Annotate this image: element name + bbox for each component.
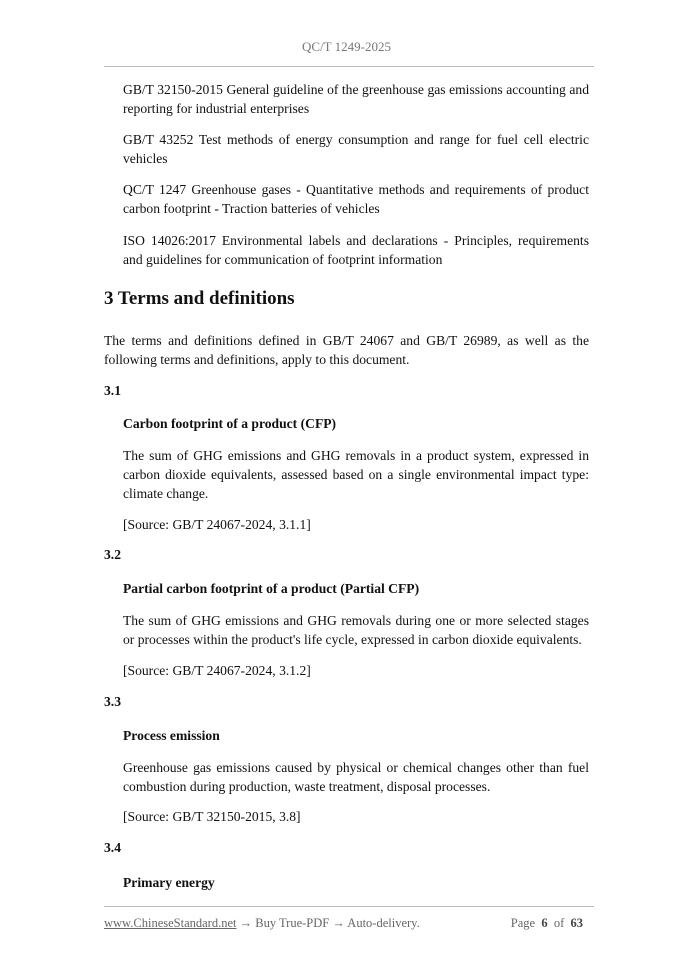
page-label: Page [510,916,536,930]
section-heading: 3 Terms and definitions [104,288,295,309]
header-divider [104,66,594,67]
reference-item: GB/T 43252 Test methods of energy consumption and range for fuel cell electric vehicles [123,132,589,166]
footer-divider [104,906,594,907]
reference-item: GB/T 32150-2015 General guideline of the greenhouse gas emissions accounting and reporting for industrial enterprises [123,82,589,116]
term-source: [Source: GB/T 24067-2024, 3.1.2] [123,663,311,678]
page-total: 63 [570,916,583,930]
page-indicator [511,916,583,931]
reference-item: QC/T 1247 Greenhouse gases - Quantitative methods and requirements of product carbon footprint - Traction batteries of vehicles [123,182,589,216]
of-label: of [553,916,565,930]
term-number: 3.2 [104,547,121,562]
page-number: 6 [541,916,548,930]
footer-text [104,916,420,931]
term-definition: Greenhouse gas emissions caused by physical or chemical changes other than fuel combustion during production, waste treatment, disposal processes. [123,760,589,794]
term-title: Primary energy [123,875,215,890]
term-definition: The sum of GHG emissions and GHG removals during one or more selected stages or processes within the product's life cycle, expressed in carbon dioxide equivalents. [123,613,589,647]
term-number: 3.1 [104,383,121,398]
term-number: 3.3 [104,694,121,709]
term-title: Process emission [123,728,220,743]
footer-tagline: → Buy True-PDF → Auto-delivery. [236,916,420,930]
section-intro: The terms and definitions defined in GB/T 24067 and GB/T 26989, as well as the following terms and definitions, apply to this document. [104,333,589,367]
website-link[interactable]: www.ChineseStandard.net [104,916,237,930]
term-source: [Source: GB/T 24067-2024, 3.1.1] [123,517,311,532]
reference-item: ISO 14026:2017 Environmental labels and declarations - Principles, requirements and guidelines for communication of footprint information [123,233,589,267]
term-number: 3.4 [104,840,121,855]
term-title: Partial carbon footprint of a product (Partial CFP) [123,581,420,596]
term-title: Carbon footprint of a product (CFP) [123,416,337,431]
term-source: [Source: GB/T 32150-2015, 3.8] [123,809,301,824]
term-definition: The sum of GHG emissions and GHG removals in a product system, expressed in carbon dioxide equivalents, assessed based on a single environmental impact type: climate change. [123,448,589,501]
document-header: QC/T 1249-2025 [302,39,391,54]
